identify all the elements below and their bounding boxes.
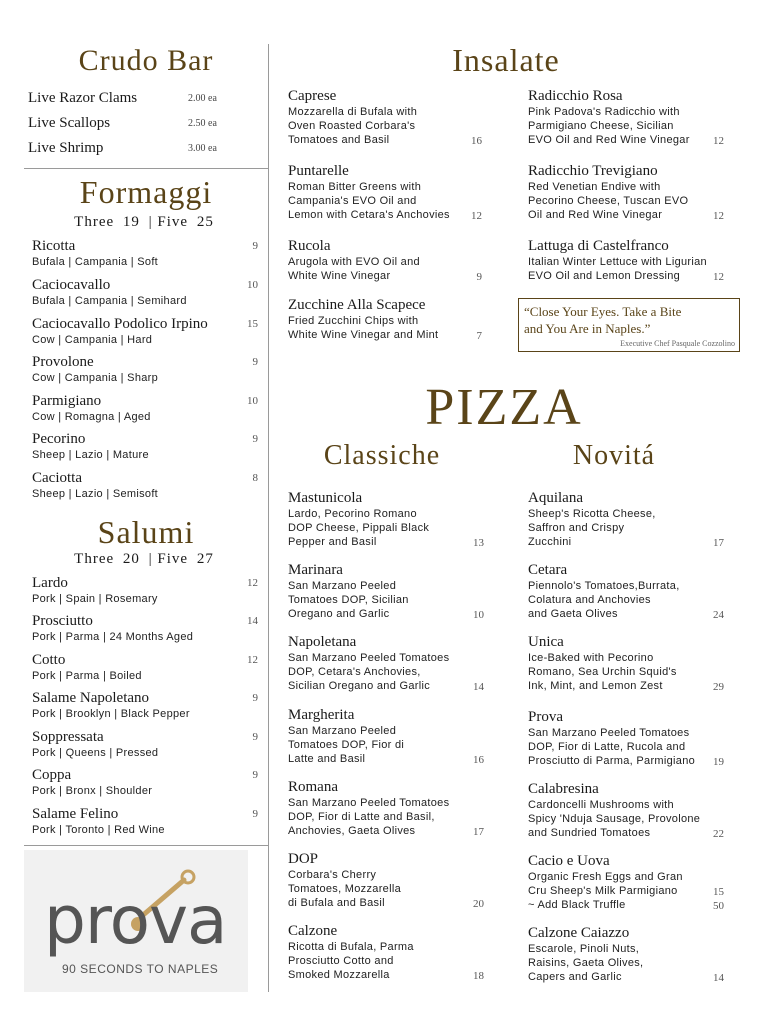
- item-price: 10: [247, 279, 258, 291]
- item-name: Aquilana: [528, 490, 583, 506]
- crudo-item-name: Live Razor Clams: [28, 90, 138, 106]
- item-description-line: Ricotta di Bufala, Parma: [288, 941, 414, 953]
- item-name: Lattuga di Castelfranco: [528, 238, 669, 254]
- crudo-item: [28, 115, 217, 132]
- item-description-line: Fried Zucchini Chips with: [288, 315, 419, 327]
- item-price: 8: [252, 472, 258, 484]
- item-price: 14: [713, 972, 724, 984]
- crudo-item-price: 2.00 ea: [188, 93, 217, 104]
- quote-line-2: and You Are in Naples.”: [524, 321, 651, 336]
- item-description-line: Cru Sheep's Milk Parmigiano: [528, 885, 678, 897]
- item-description-line: Spicy 'Nduja Sausage, Provolone: [528, 813, 701, 825]
- item-description-line: Anchovies, Gaeta Olives: [288, 825, 416, 837]
- item-description-line: Campania's EVO Oil and: [288, 195, 417, 207]
- item-price: 9: [252, 240, 258, 252]
- item-description: Pork | Parma | Boiled: [32, 670, 142, 682]
- pricing-separator: |: [148, 551, 153, 567]
- item-name: Marinara: [288, 562, 343, 578]
- item-price: 10: [473, 609, 484, 621]
- item-description-line: Pepper and Basil: [288, 536, 377, 548]
- item-description-line: Prosciutto di Parma, Parmigiano: [528, 755, 696, 767]
- item-description-line: Tomatoes DOP, Fior di: [288, 739, 405, 751]
- item-name: Calabresina: [528, 781, 599, 797]
- pricing-five-label: Five: [157, 551, 189, 567]
- item-description-line: Lardo, Pecorino Romano: [288, 508, 417, 520]
- item-price: 9: [252, 731, 258, 743]
- menu-item: [528, 562, 724, 621]
- item-description-line: Red Venetian Endive with: [528, 181, 661, 193]
- item-description-line: Sicilian Oregano and Garlic: [288, 680, 431, 692]
- menu-item: [288, 779, 484, 838]
- salumi-pricing: [24, 551, 268, 568]
- item-name: Soppressata: [32, 729, 104, 745]
- formaggi-title: Formaggi: [79, 174, 213, 210]
- menu-item: [32, 470, 262, 501]
- item-name: Salame Felino: [32, 806, 119, 822]
- menu-item: [32, 238, 262, 269]
- item-price: 20: [473, 898, 484, 910]
- item-description-line: Parmigiano Cheese, Sicilian: [528, 120, 674, 132]
- menu-item: [288, 238, 482, 283]
- item-price: 9: [252, 433, 258, 445]
- menu-item: [528, 163, 724, 222]
- item-description: Pork | Queens | Pressed: [32, 747, 159, 759]
- item-name: Caciotta: [32, 470, 82, 486]
- section-rule: [24, 168, 268, 169]
- logo-tagline: 90 SECONDS TO NAPLES: [62, 962, 219, 976]
- item-name: Cacio e Uova: [528, 853, 610, 869]
- menu-item: [32, 767, 262, 798]
- menu-item: [288, 923, 484, 982]
- item-name: Unica: [528, 634, 564, 650]
- menu-item: [528, 853, 724, 912]
- quote-line-1: “Close Your Eyes. Take a Bite: [524, 304, 682, 319]
- item-description-line: Smoked Mozzarella: [288, 969, 390, 981]
- item-price: 19: [713, 756, 724, 768]
- item-description: Cow | Campania | Hard: [32, 334, 153, 346]
- item-name: Mastunicola: [288, 490, 363, 506]
- quote-author: Executive Chef Pasquale Cozzolino: [620, 339, 735, 348]
- item-name: Rucola: [288, 238, 331, 254]
- item-description-line: San Marzano Peeled Tomatoes: [288, 652, 450, 664]
- formaggi-pricing: [24, 214, 268, 231]
- item-name: Cotto: [32, 652, 66, 668]
- item-name: Zucchine Alla Scapece: [288, 297, 426, 313]
- menu-item: [32, 652, 262, 683]
- item-extra-price: 50: [713, 900, 724, 912]
- crudo-item-price: 2.50 ea: [188, 118, 217, 129]
- menu-item: [288, 88, 482, 147]
- item-price: 24: [713, 609, 724, 621]
- item-description-line: and Gaeta Olives: [528, 608, 618, 620]
- item-description-line: Pecorino Cheese, Tuscan EVO: [528, 195, 689, 207]
- menu-item: [528, 709, 724, 768]
- item-description: Pork | Parma | 24 Months Aged: [32, 631, 194, 643]
- pricing-five-label: Five: [157, 214, 189, 230]
- item-description: Sheep | Lazio | Mature: [32, 449, 149, 461]
- item-price: 12: [471, 210, 482, 222]
- item-description: Bufala | Campania | Soft: [32, 256, 159, 268]
- item-name: Margherita: [288, 707, 355, 723]
- item-description-line: Oil and Red Wine Vinegar: [528, 209, 663, 221]
- crudo-title: Crudo Bar: [78, 44, 214, 77]
- item-description: Cow | Campania | Sharp: [32, 372, 159, 384]
- item-description-line: Sheep's Ricotta Cheese,: [528, 508, 656, 520]
- item-description-line: Arugola with EVO Oil and: [288, 256, 420, 268]
- item-price: 12: [713, 135, 724, 147]
- item-price: 12: [713, 210, 724, 222]
- item-description-line: San Marzano Peeled: [288, 580, 397, 592]
- menu-item: [32, 729, 262, 760]
- item-description-line: Roman Bitter Greens with: [288, 181, 422, 193]
- item-description-line: Escarole, Pinoli Nuts,: [528, 943, 640, 955]
- item-name: Calzone: [288, 923, 338, 939]
- menu-item: [528, 238, 724, 283]
- item-description-line: EVO Oil and Red Wine Vinegar: [528, 134, 690, 146]
- item-name: Cetara: [528, 562, 568, 578]
- item-description-line: Tomatoes DOP, Sicilian: [288, 594, 409, 606]
- menu-item: [32, 613, 262, 644]
- item-name: Ricotta: [32, 238, 76, 254]
- item-description-line: Italian Winter Lettuce with Ligurian: [528, 256, 707, 268]
- insalate-title: Insalate: [452, 42, 560, 78]
- item-description-line: ~ Add Black Truffle: [528, 899, 626, 911]
- item-description-line: Tomatoes, Mozzarella: [288, 883, 401, 895]
- pizza-title: PIZZA: [425, 379, 583, 436]
- item-price: 9: [252, 692, 258, 704]
- menu-item: [528, 925, 724, 984]
- logo-wordmark: prova: [44, 882, 227, 959]
- item-description-line: Tomatoes and Basil: [288, 134, 390, 146]
- item-price: 7: [476, 330, 482, 342]
- menu-item: [528, 88, 724, 147]
- item-price: 15: [713, 886, 724, 898]
- salumi-title: Salumi: [97, 514, 195, 550]
- chef-quote-box: [518, 298, 740, 352]
- menu-item: [288, 562, 484, 621]
- pricing-three-price: 20: [122, 551, 140, 567]
- item-description-line: Corbara's Cherry: [288, 869, 377, 881]
- item-description: Pork | Brooklyn | Black Pepper: [32, 708, 190, 720]
- pricing-five-price: 27: [196, 551, 214, 567]
- menu-item: [288, 634, 484, 693]
- item-name: Napoletana: [288, 634, 357, 650]
- item-description-line: Zucchini: [528, 536, 572, 548]
- item-description-line: DOP, Fior di Latte, Rucola and: [528, 741, 686, 753]
- item-description-line: Saffron and Crispy: [528, 522, 625, 534]
- pricing-five-price: 25: [196, 214, 214, 230]
- item-name: Caciocavallo Podolico Irpino: [32, 316, 208, 332]
- item-description-line: Ice-Baked with Pecorino: [528, 652, 654, 664]
- item-name: DOP: [288, 851, 319, 867]
- menu-item: [528, 781, 724, 840]
- menu-item: [288, 707, 484, 766]
- menu-item: [288, 163, 482, 222]
- menu-item: [288, 851, 484, 910]
- item-name: Pecorino: [32, 431, 86, 447]
- item-description-line: White Wine Vinegar: [288, 270, 391, 282]
- item-price: 22: [713, 828, 724, 840]
- item-description-line: Cardoncelli Mushrooms with: [528, 799, 674, 811]
- item-description: Sheep | Lazio | Semisoft: [32, 488, 159, 500]
- item-price: 15: [247, 318, 258, 330]
- item-price: 18: [473, 970, 484, 982]
- menu-item: [528, 490, 724, 549]
- item-name: Lardo: [32, 575, 68, 591]
- item-description: Pork | Bronx | Shoulder: [32, 785, 153, 797]
- item-description-line: Latte and Basil: [288, 753, 366, 765]
- menu-item: [32, 393, 262, 424]
- item-description: Cow | Romagna | Aged: [32, 411, 151, 423]
- menu-item: [32, 575, 262, 606]
- item-price: 16: [473, 754, 484, 766]
- item-description-line: White Wine Vinegar and Mint: [288, 329, 439, 341]
- item-description-line: di Bufala and Basil: [288, 897, 385, 909]
- pricing-three-label: Three: [74, 551, 115, 567]
- item-name: Salame Napoletano: [32, 690, 150, 706]
- item-name: Radicchio Rosa: [528, 88, 623, 104]
- item-price: 10: [247, 395, 258, 407]
- item-name: Parmigiano: [32, 393, 102, 409]
- item-name: Puntarelle: [288, 163, 349, 179]
- item-price: 9: [476, 271, 482, 283]
- pricing-three-label: Three: [74, 214, 115, 230]
- item-price: 12: [247, 577, 258, 589]
- menu-item: [288, 297, 482, 342]
- item-price: 17: [713, 537, 724, 549]
- crudo-item: [28, 90, 217, 107]
- menu-item: [32, 316, 262, 347]
- item-description-line: Prosciutto Cotto and: [288, 955, 394, 967]
- pricing-three-price: 19: [122, 214, 140, 230]
- item-name: Radicchio Trevigiano: [528, 163, 658, 179]
- item-description-line: San Marzano Peeled: [288, 725, 397, 737]
- item-price: 9: [252, 356, 258, 368]
- item-price: 13: [473, 537, 484, 549]
- item-description-line: Oven Roasted Corbara's: [288, 120, 416, 132]
- item-description-line: Raisins, Gaeta Olives,: [528, 957, 644, 969]
- crudo-item-name: Live Scallops: [28, 115, 111, 131]
- item-description-line: Ink, Mint, and Lemon Zest: [528, 680, 663, 692]
- crudo-item: [28, 140, 217, 157]
- item-description-line: DOP, Fior di Latte and Basil,: [288, 811, 435, 823]
- item-name: Caprese: [288, 88, 337, 104]
- menu-item: [32, 354, 262, 385]
- section-rule: [24, 845, 268, 846]
- menu-item: [528, 634, 724, 693]
- item-name: Romana: [288, 779, 338, 795]
- item-description-line: Mozzarella di Bufala with: [288, 106, 418, 118]
- item-price: 16: [471, 135, 482, 147]
- menu-item: [288, 490, 484, 549]
- novita-title: Novitá: [572, 440, 656, 471]
- item-description: Bufala | Campania | Semihard: [32, 295, 187, 307]
- crudo-item-price: 3.00 ea: [188, 143, 217, 154]
- item-name: Calzone Caiazzo: [528, 925, 630, 941]
- pricing-separator: |: [148, 214, 153, 230]
- menu-item: [32, 690, 262, 721]
- item-price: 17: [473, 826, 484, 838]
- item-price: 29: [713, 681, 724, 693]
- item-description-line: Oregano and Garlic: [288, 608, 390, 620]
- item-name: Prosciutto: [32, 613, 93, 629]
- item-name: Coppa: [32, 767, 72, 783]
- item-price: 9: [252, 808, 258, 820]
- prova-logo: [24, 850, 248, 992]
- column-divider: [268, 44, 269, 992]
- item-name: Prova: [528, 709, 563, 725]
- item-description-line: Organic Fresh Eggs and Gran: [528, 871, 683, 883]
- item-description: Pork | Spain | Rosemary: [32, 593, 158, 605]
- classiche-title: Classiche: [323, 440, 441, 471]
- item-description-line: EVO Oil and Lemon Dressing: [528, 270, 681, 282]
- item-description-line: Lemon with Cetara's Anchovies: [288, 209, 450, 221]
- item-description-line: and Sundried Tomatoes: [528, 827, 651, 839]
- crudo-item-name: Live Shrimp: [28, 140, 104, 156]
- item-description: Pork | Toronto | Red Wine: [32, 824, 165, 836]
- item-description-line: Pink Padova's Radicchio with: [528, 106, 680, 118]
- menu-item: [32, 277, 262, 308]
- menu-item: [32, 431, 262, 462]
- item-name: Caciocavallo: [32, 277, 111, 293]
- item-description-line: San Marzano Peeled Tomatoes: [528, 727, 690, 739]
- menu-item: [32, 806, 262, 837]
- item-price: 12: [247, 654, 258, 666]
- item-price: 12: [713, 271, 724, 283]
- item-description-line: Romano, Sea Urchin Squid's: [528, 666, 677, 678]
- item-description-line: Capers and Garlic: [528, 971, 622, 983]
- item-description-line: DOP, Cetara's Anchovies,: [288, 666, 421, 678]
- item-price: 9: [252, 769, 258, 781]
- item-price: 14: [247, 615, 258, 627]
- item-description-line: DOP Cheese, Pippali Black: [288, 522, 430, 534]
- item-description-line: Colatura and Anchovies: [528, 594, 651, 606]
- item-name: Provolone: [32, 354, 94, 370]
- item-price: 14: [473, 681, 484, 693]
- item-description-line: Piennolo's Tomatoes,Burrata,: [528, 580, 680, 592]
- item-description-line: San Marzano Peeled Tomatoes: [288, 797, 450, 809]
